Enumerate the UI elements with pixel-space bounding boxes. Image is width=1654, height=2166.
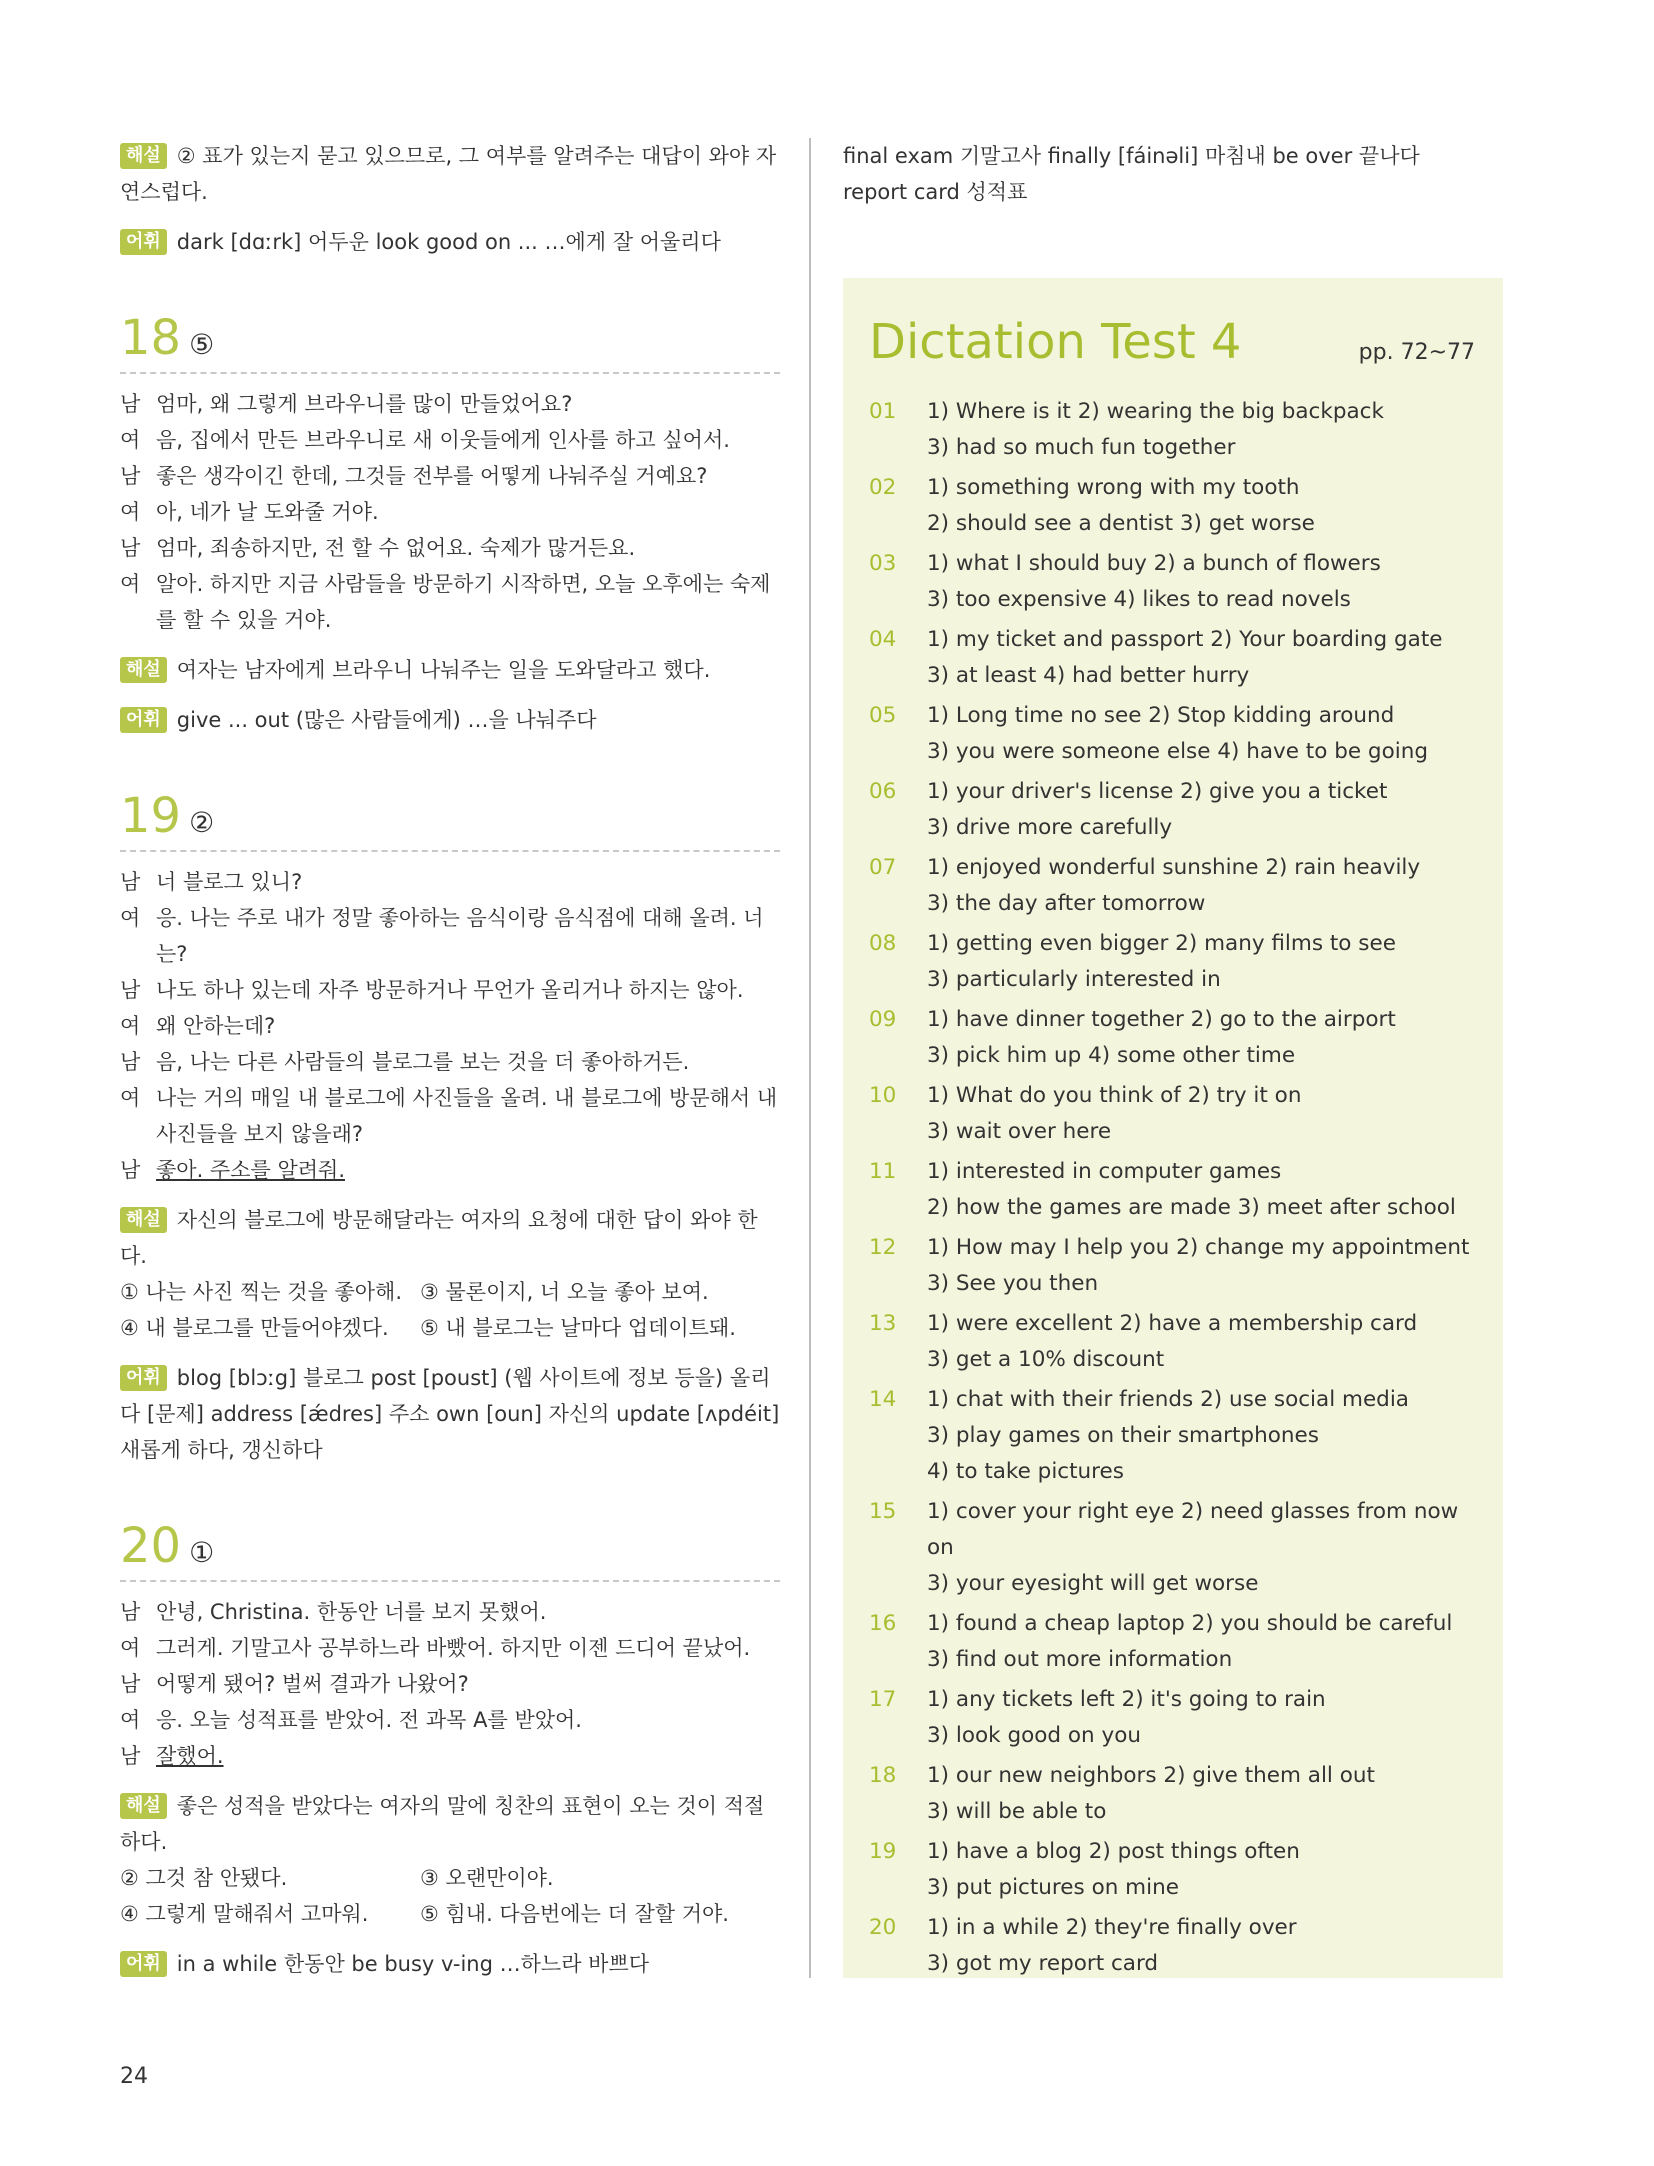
question-20 [120, 1518, 780, 1982]
choice: ① 나는 사진 찍는 것을 좋아해. [120, 1280, 403, 1304]
dictation-item-answers [927, 394, 1489, 466]
dictation-item-answers [927, 1834, 1489, 1906]
question-18 [120, 310, 780, 738]
question-number: 20 [120, 1518, 182, 1574]
dictation-item-number: 04 [869, 627, 897, 652]
dictation-item-answers [927, 850, 1489, 922]
dictation-answer-line: 1) what I should buy 2) a bunch of flowers [927, 551, 1381, 576]
question-19 [120, 788, 780, 1468]
dictation-answer-line: 1) something wrong with my tooth [927, 475, 1300, 500]
dictation-answer-line: 1) cover your right eye 2) need glasses from now on [927, 1499, 1459, 1560]
dialogue-line: 여 나는 거의 매일 내 블로그에 사진들을 올려. 내 블로그에 방문해서 내 사진들을 보지 않을래? [120, 1086, 778, 1146]
vocab: 어휘 blog [blɔːg] 블로그 post [poust] (웹 사이트에 정보 등을) 올리다 [문제] address [ǽdres] 주소 own [oun] 자신의 update [ʌpdéit] 새롭게 하다, 갱신하다 [120, 1366, 780, 1462]
dictation-item [869, 1306, 1489, 1378]
dictation-answer-line: 3) pick him up 4) some other time [927, 1043, 1296, 1068]
question-answer: ② [189, 806, 215, 839]
dictation-item [869, 1606, 1489, 1678]
dictation-item [869, 850, 1489, 922]
dictation-item [869, 470, 1489, 542]
dictation-item-answers [927, 698, 1489, 770]
dictation-answer-line: 1) my ticket and passport 2) Your boarding gate [927, 627, 1443, 652]
dictation-item-number: 12 [869, 1235, 897, 1260]
dialogue-line: 남 너 블로그 있니? [120, 870, 303, 894]
dictation-answer-line: 1) in a while 2) they're finally over [927, 1915, 1297, 1940]
column-divider [809, 138, 811, 1978]
dictation-item-number: 16 [869, 1611, 897, 1636]
dictation-item [869, 1078, 1489, 1150]
dictation-answer-line: 3) too expensive 4) likes to read novels [927, 587, 1351, 612]
dictation-answer-line: 2) should see a dentist 3) get worse [927, 511, 1315, 536]
dictation-item-number: 20 [869, 1915, 897, 1940]
vocab-continued: final exam 기말고사 finally [fáinəli] 마침내 be over 끝나다 report card 성적표 [843, 144, 1420, 204]
question-number: 19 [120, 788, 182, 844]
dictation-item [869, 1910, 1489, 1982]
dictation-item-answers [927, 1606, 1489, 1678]
dictation-answer-line: 1) chat with their friends 2) use social media [927, 1387, 1409, 1412]
dictation-item-answers [927, 546, 1489, 618]
dictation-item-answers [927, 470, 1489, 542]
dashed-divider [120, 850, 780, 852]
dictation-item [869, 1834, 1489, 1906]
dictation-answer-line: 1) any tickets left 2) it's going to rain [927, 1687, 1326, 1712]
intro-explanation: 해설 ② 표가 있는지 묻고 있으므로, 그 여부를 알려주는 대답이 와야 자연스럽다. [120, 144, 777, 204]
dictation-item-number: 10 [869, 1083, 897, 1108]
dialogue-line: 남 안녕, Christina. 한동안 너를 보지 못했어. [120, 1600, 547, 1624]
answer-choices [120, 1274, 780, 1346]
vocab-tag: 어휘 [120, 229, 167, 255]
dictation-answer-line: 3) your eyesight will get worse [927, 1571, 1259, 1596]
choice: ④ 내 블로그를 만들어야겠다. [120, 1316, 389, 1340]
dialogue-line: 남 엄마, 죄송하지만, 전 할 수 없어요. 숙제가 많거든요. [120, 536, 636, 560]
dictation-answer-line: 3) drive more carefully [927, 815, 1173, 840]
dictation-item-number: 18 [869, 1763, 897, 1788]
right-column [843, 138, 1503, 210]
dictation-answer-line: 4) to take pictures [927, 1459, 1124, 1484]
dictation-answer-line: 3) got my report card [927, 1951, 1159, 1976]
choice: ③ 오랜만이야. [420, 1866, 554, 1890]
page-number: 24 [120, 2064, 148, 2089]
explanation: 해설 여자는 남자에게 브라우니 나눠주는 일을 도와달라고 했다. [120, 652, 780, 688]
dictation-item-answers [927, 1682, 1489, 1754]
dictation-answer-line: 1) have dinner together 2) go to the airport [927, 1007, 1396, 1032]
dictation-answer-line: 3) get a 10% discount [927, 1347, 1165, 1372]
choice: ④ 그렇게 말해줘서 고마워. [120, 1902, 369, 1926]
dictation-item-number: 02 [869, 475, 897, 500]
dialogue-line: 남 나도 하나 있는데 자주 방문하거나 무언가 올리거나 하지는 않아. [120, 978, 744, 1002]
dictation-item-number: 05 [869, 703, 897, 728]
choice: ② 그것 참 안됐다. [120, 1866, 288, 1890]
dictation-item [869, 774, 1489, 846]
dictation-answer-line: 1) Long time no see 2) Stop kidding around [927, 703, 1395, 728]
dictation-title: Dictation Test 4 [869, 314, 1242, 370]
dictation-answer-line: 3) look good on you [927, 1723, 1142, 1748]
dialogue-line: 남 엄마, 왜 그렇게 브라우니를 많이 만들었어요? [120, 392, 573, 416]
dictation-item-number: 13 [869, 1311, 897, 1336]
dialogue-line: 여 음, 집에서 만든 브라우니로 새 이웃들에게 인사를 하고 싶어서. [120, 428, 730, 452]
dictation-item [869, 1758, 1489, 1830]
choice: ③ 물론이지, 너 오늘 좋아 보여. [420, 1280, 709, 1304]
dictation-answer-line: 1) Where is it 2) wearing the big backpack [927, 399, 1384, 424]
dictation-item-answers [927, 1494, 1489, 1602]
dictation-item-number: 19 [869, 1839, 897, 1864]
question-header [120, 310, 780, 366]
dictation-item-answers [927, 1154, 1489, 1226]
dictation-item [869, 1382, 1489, 1490]
dictation-answer-line: 1) interested in computer games [927, 1159, 1282, 1184]
dialogue-line: 여 아, 네가 날 도와줄 거야. [120, 500, 379, 524]
dictation-list [869, 394, 1489, 1986]
dictation-item-number: 17 [869, 1687, 897, 1712]
left-column [120, 138, 780, 1996]
dialogue-line: 여 응. 나는 주로 내가 정말 좋아하는 음식이랑 음식점에 대해 올려. 너는? [120, 906, 764, 966]
dialogue-line: 여 알아. 하지만 지금 사람들을 방문하기 시작하면, 오늘 오후에는 숙제를 할 수 있을 거야. [120, 572, 771, 632]
dictation-item [869, 698, 1489, 770]
dialogue-line: 남 어떻게 됐어? 벌써 결과가 나왔어? [120, 1672, 469, 1696]
dictation-item-number: 06 [869, 779, 897, 804]
dictation-item-number: 01 [869, 399, 897, 424]
dictation-answer-line: 1) getting even bigger 2) many films to see [927, 931, 1396, 956]
dictation-item [869, 926, 1489, 998]
question-header [120, 788, 780, 844]
answer-choices [120, 1860, 780, 1932]
dictation-item [869, 1230, 1489, 1302]
dictation-answer-line: 3) play games on their smartphones [927, 1423, 1319, 1448]
dictation-answer-line: 1) were excellent 2) have a membership card [927, 1311, 1418, 1336]
dictation-answer-line: 3) See you then [927, 1271, 1099, 1296]
dictation-item [869, 1494, 1489, 1602]
dictation-answer-line: 3) find out more information [927, 1647, 1233, 1672]
dictation-answer-line: 1) What do you think of 2) try it on [927, 1083, 1302, 1108]
dialogue-line: 남 좋은 생각이긴 한데, 그것들 전부를 어떻게 나눠주실 거예요? [120, 464, 708, 488]
dictation-test-box [843, 278, 1503, 1978]
dialogue-line: 남 잘했어. [120, 1744, 224, 1768]
dialogue-line: 여 왜 안하는데? [120, 1014, 276, 1038]
dictation-item-answers [927, 1078, 1489, 1150]
dictation-item-answers [927, 1002, 1489, 1074]
dictation-answer-line: 3) put pictures on mine [927, 1875, 1179, 1900]
choice: ⑤ 힘내. 다음번에는 더 잘할 거야. [420, 1902, 729, 1926]
dictation-item-answers [927, 1758, 1489, 1830]
dictation-item [869, 622, 1489, 694]
dictation-answer-line: 3) you were someone else 4) have to be going [927, 739, 1428, 764]
dictation-item-number: 07 [869, 855, 897, 880]
dictation-answer-line: 1) How may I help you 2) change my appointment [927, 1235, 1470, 1260]
dictation-answer-line: 2) how the games are made 3) meet after school [927, 1195, 1456, 1220]
dictation-answer-line: 1) have a blog 2) post things often [927, 1839, 1300, 1864]
dictation-item-number: 09 [869, 1007, 897, 1032]
dictation-answer-line: 1) your driver's license 2) give you a ticket [927, 779, 1388, 804]
choice: ⑤ 내 블로그는 날마다 업데이트돼. [420, 1316, 736, 1340]
explanation: 해설 좋은 성적을 받았다는 여자의 말에 칭찬의 표현이 오는 것이 적절하다. [120, 1794, 765, 1854]
dictation-answer-line: 1) enjoyed wonderful sunshine 2) rain heavily [927, 855, 1421, 880]
dictation-item [869, 1154, 1489, 1226]
dictation-item-answers [927, 1910, 1489, 1982]
question-answer: ⑤ [189, 328, 215, 361]
question-number: 18 [120, 310, 182, 366]
vocab: 어휘 in a while 한동안 be busy v-ing …하느라 바쁘다 [120, 1946, 780, 1982]
dictation-answer-line: 1) found a cheap laptop 2) you should be careful [927, 1611, 1453, 1636]
dashed-divider [120, 372, 780, 374]
dictation-item [869, 1002, 1489, 1074]
dictation-answer-line: 1) our new neighbors 2) give them all out [927, 1763, 1375, 1788]
dictation-item [869, 1682, 1489, 1754]
dictation-item-answers [927, 926, 1489, 998]
dictation-item [869, 394, 1489, 466]
dialogue-line: 여 그러게. 기말고사 공부하느라 바빴어. 하지만 이젠 드디어 끝났어. [120, 1636, 751, 1660]
explanation: 해설 자신의 블로그에 방문해달라는 여자의 요청에 대한 답이 와야 한다. [120, 1208, 758, 1268]
dashed-divider [120, 1580, 780, 1582]
dialogue-line: 남 좋아. 주소를 알려줘. [120, 1158, 345, 1182]
question-header [120, 1518, 780, 1574]
dictation-answer-line: 3) will be able to [927, 1799, 1107, 1824]
dictation-item-number: 15 [869, 1499, 897, 1524]
dictation-item-number: 14 [869, 1387, 897, 1412]
dictation-answer-line: 3) particularly interested in [927, 967, 1221, 992]
dictation-answer-line: 3) had so much fun together [927, 435, 1236, 460]
dictation-answer-line: 3) the day after tomorrow [927, 891, 1206, 916]
dictation-item-answers [927, 622, 1489, 694]
question-answer: ① [189, 1536, 215, 1569]
dictation-item-number: 03 [869, 551, 897, 576]
vocab: 어휘 give ... out (많은 사람들에게) …을 나눠주다 [120, 702, 780, 738]
dictation-answer-line: 3) at least 4) had better hurry [927, 663, 1250, 688]
dictation-item-answers [927, 1230, 1489, 1302]
intro-vocab: 어휘 dark [dɑːrk] 어두운 look good on ... …에게 잘 어울리다 [120, 224, 780, 260]
dictation-item-number: 08 [869, 931, 897, 956]
dictation-item-answers [927, 1306, 1489, 1378]
dictation-item-answers [927, 1382, 1489, 1490]
explanation-tag: 해설 [120, 143, 167, 169]
dictation-item-number: 11 [869, 1159, 897, 1184]
dialogue-line: 남 음, 나는 다른 사람들의 블로그를 보는 것을 더 좋아하거든. [120, 1050, 690, 1074]
page-reference: pp. 72~77 [1358, 340, 1475, 365]
dictation-item [869, 546, 1489, 618]
dictation-item-answers [927, 774, 1489, 846]
dictation-answer-line: 3) wait over here [927, 1119, 1112, 1144]
dialogue-line: 여 응. 오늘 성적표를 받았어. 전 과목 A를 받았어. [120, 1708, 582, 1732]
